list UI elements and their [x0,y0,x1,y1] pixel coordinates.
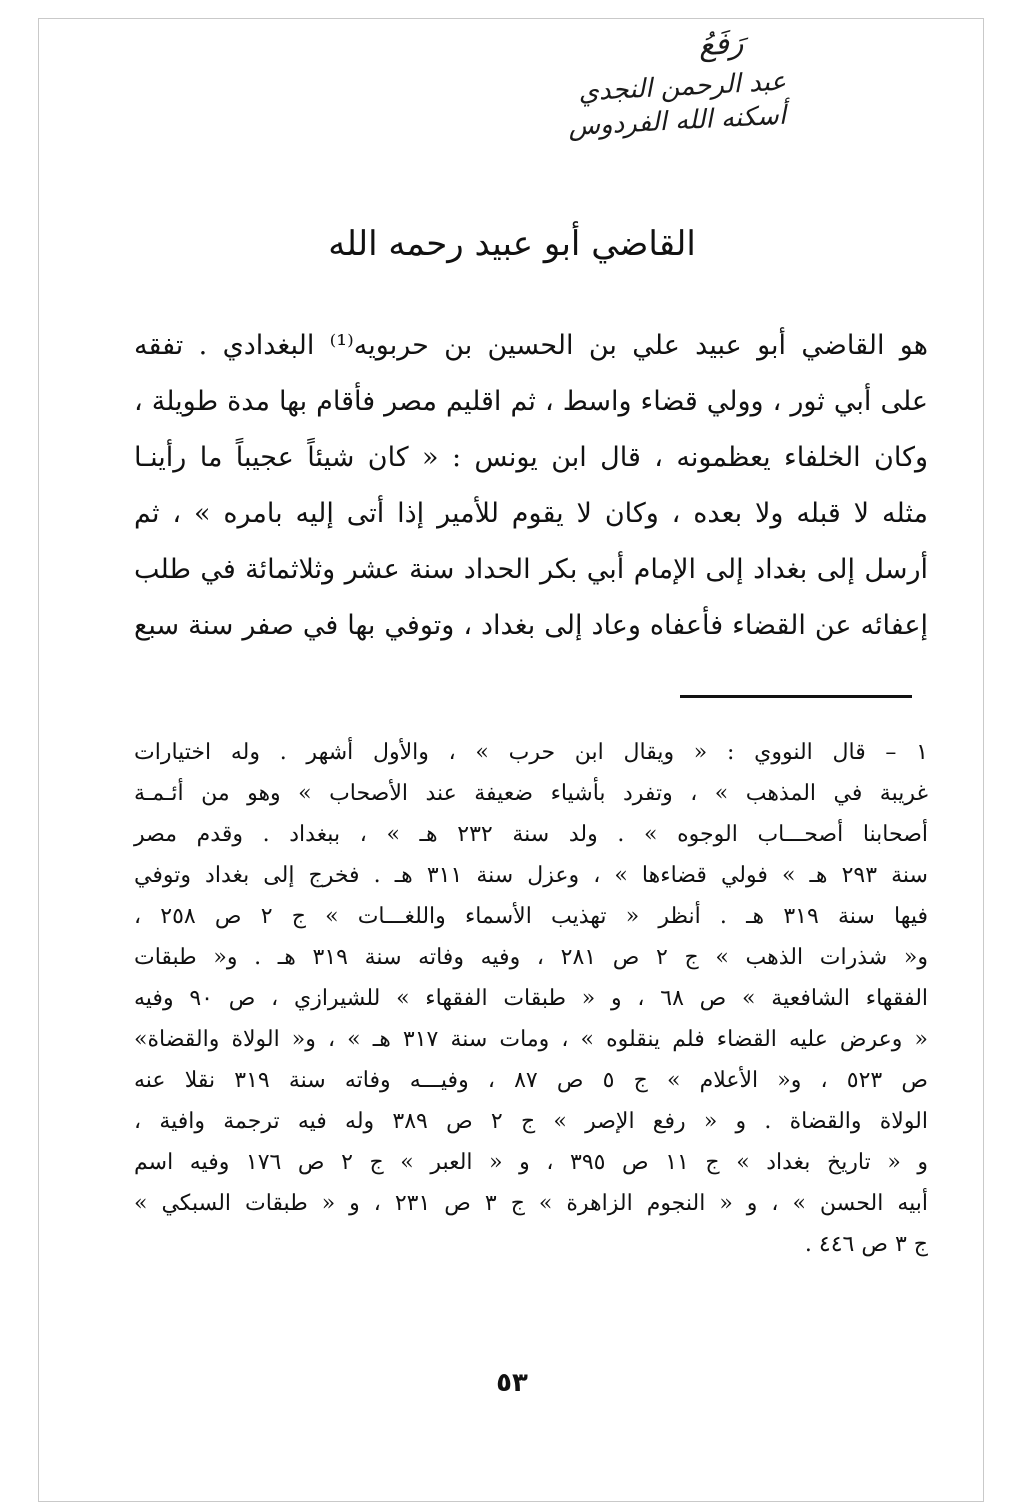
footnote-line: أصحابنا أصحـــاب الوجوه » . ولد سنة ٢٣٢ هـ » ، ببغداد . وقدم مصر [134,822,928,847]
stamp-line-3: أسكنه الله الفردوس [567,100,787,142]
body-line: وكان الخلفاء يعظمونه ، قال ابن يونس : « كان شيئاً عجيباً ما رأينـا [134,442,928,473]
footnote-line: غريبة في المذهب » ، وتفرد بأشياء ضعيفة عند الأصحاب » وهو من أئـمـة [134,781,928,806]
footnote-line: الولاة والقضاة . و « رفع الإصر » ج ٢ ص ٣٨٩ وله فيه ترجمة وافية ، [134,1109,928,1134]
footnote-line: أبيه الحسن » ، و « النجوم الزاهرة » ج ٣ ص ٢٣١ ، و « طبقات السبكي » [134,1191,928,1216]
footnote-line: الفقهاء الشافعية » ص ٦٨ ، و « طبقات الفقهاء » للشيرازي ، ص ٩٠ وفيه [134,986,929,1011]
page-number: ٥٣ [496,1368,528,1398]
stamp-line-1: رَفَعُ [697,25,745,64]
page-title: القاضي أبو عبيد رحمه الله [328,224,696,264]
footnote-line: سنة ٢٩٣ هـ » فولي قضاءها » ، وعزل سنة ٣١١ هـ . فخرج إلى بغداد وتوفي [134,863,928,888]
body-line: مثله لا قبله ولا بعده ، وكان لا يقوم للأمير إذا أتى إليه بامره » ، ثم [134,498,928,529]
footnote-line: فيها سنة ٣١٩ هـ . أنظر « تهذيب الأسماء واللغـــات » ج ٢ ص ٢٥٨ ، [134,904,928,929]
body-line: إعفائه عن القضاء فأعفاه وعاد إلى بغداد ، وتوفي بها في صفر سنة سبع [134,610,928,641]
stamp-line-2: عبد الرحمن النجدي [577,66,787,108]
footnote-line: ١ – قال النووي : « ويقال ابن حرب » ، والأول أشهر . وله اختيارات [134,740,928,765]
footnote-line: ج ٣ ص ٤٤٦ . [804,1232,928,1257]
body-line: على أبي ثور ، وولي قضاء واسط ، ثم اقليم مصر فأقام بها مدة طويلة ، [134,386,928,417]
footnote-line: « وعرض عليه القضاء فلم ينقلوه » ، ومات سنة ٣١٧ هـ » ، و« الولاة والقضاة» [134,1027,928,1052]
body-line: أرسل إلى بغداد إلى الإمام أبي بكر الحداد سنة عشر وثلاثمائة في طلب [134,554,928,585]
footnote-line: ص ٥٢٣ ، و« الأعلام » ج ٥ ص ٨٧ ، وفيـــه وفاته سنة ٣١٩ نقلا عنه [134,1068,928,1093]
body-paragraph [134,318,928,654]
footnote-line: و « تاريخ بغداد » ج ١١ ص ٣٩٥ ، و « العبر » ج ٢ ص ١٧٦ وفيه اسم [134,1150,928,1175]
footnote-divider [680,695,912,698]
footnote [134,732,928,1265]
handwritten-stamp [567,25,787,142]
footnote-line: و« شذرات الذهب » ج ٢ ص ٢٨١ ، وفيه وفاته سنة ٣١٩ هـ . و« طبقات [134,945,928,970]
body-line: هو القاضي أبو عبيد علي بن الحسين بن حربويه⁽¹⁾ البغدادي . تفقه [134,330,928,361]
